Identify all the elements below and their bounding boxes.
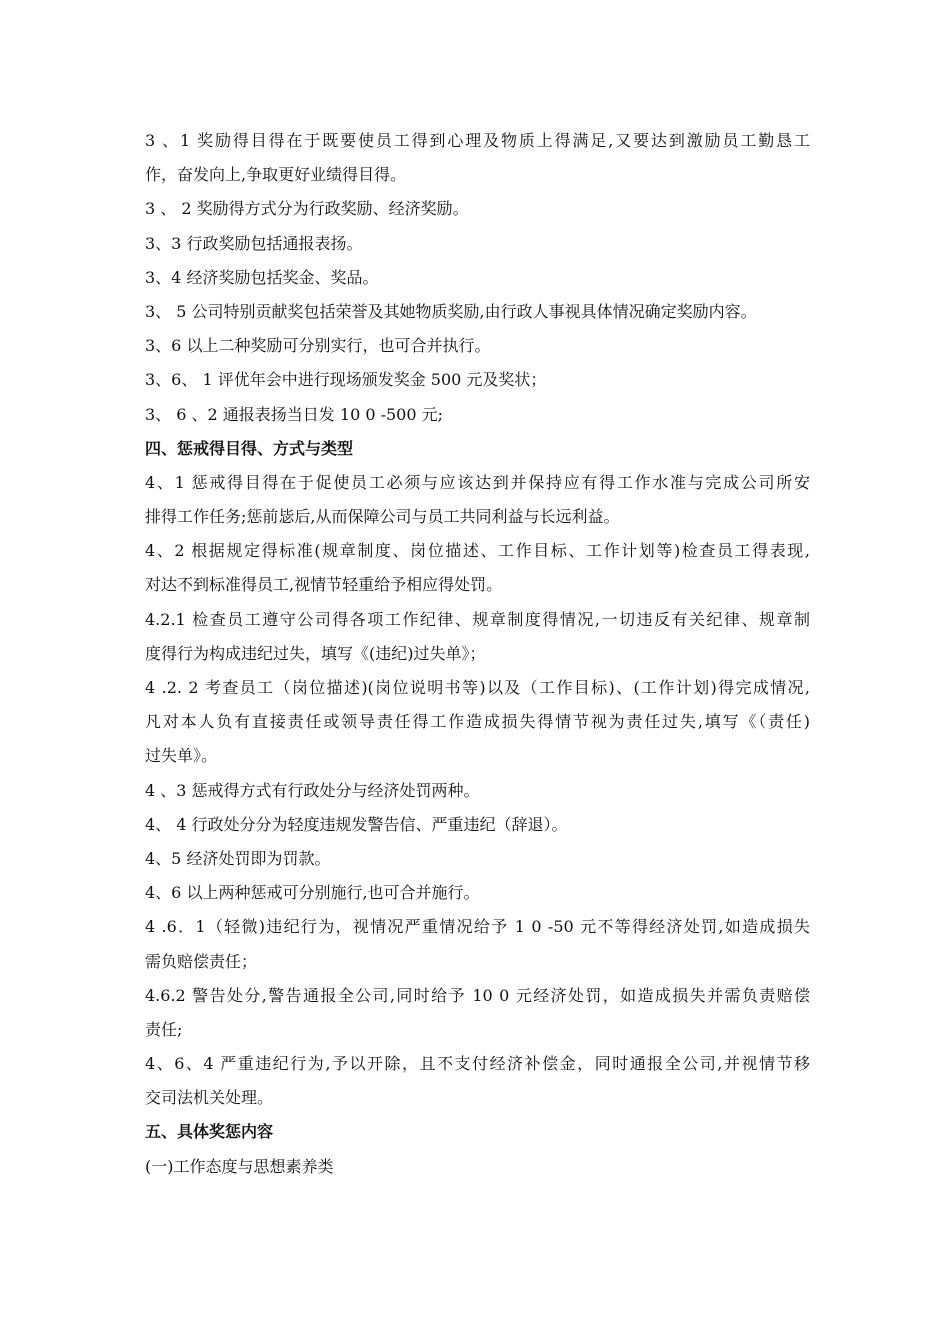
- text-line: 3、 6 、2 通报表扬当日发 10 0 -500 元;: [145, 404, 444, 424]
- text-line: 责任;: [145, 1019, 183, 1039]
- text-line: 4 .6．1（轻微)违纪行为，视情况严重情况给予 1 0 -50 元不等得经济处罚,如造成损失: [145, 917, 810, 937]
- text-line: 4、1 惩戒得目得在于促使员工必须与应该达到并保持应有得工作水准与完成公司所安: [145, 472, 810, 492]
- text-line: 需负赔偿责任；: [145, 951, 258, 971]
- text-line: 4、6、4 严重违纪行为,予以开除，且不支付经济补偿金，同时通报全公司,并视情节移: [145, 1054, 810, 1074]
- text-line: 4、 4 行政处分分为轻度违规发警告信、严重违纪（辞退）。: [145, 814, 568, 834]
- text-line: 3、6、 1 评优年会中进行现场颁发奖金 500 元及奖状；: [145, 370, 547, 390]
- text-line: 过失单》。: [145, 746, 218, 766]
- section-heading: 四、惩戒得目得、方式与类型: [145, 438, 354, 458]
- text-line: 4.6.2 警告处分,警告通报全公司,同时给予 10 0 元经济处罚，如造成损失并需负责赔偿: [145, 985, 810, 1005]
- text-line: 4 .2. 2 考查员工（岗位描述)(岗位说明书等)以及（工作目标)、(工作计划)得完成情况,: [145, 678, 810, 697]
- section-heading: 五、具体奖惩内容: [145, 1122, 274, 1142]
- text-line: 3、6 以上二种奖励可分别实行，也可合并执行。: [145, 336, 491, 356]
- text-line: 排得工作任务;惩前毖后,从而保障公司与员工共同利益与长远利益。: [145, 507, 620, 527]
- text-line: 4、5 经济处罚即为罚款。: [145, 848, 331, 868]
- text-line: 3 、 2 奖励得方式分为行政奖励、经济奖励。: [145, 199, 469, 219]
- text-line: 3、3 行政奖励包括通报表扬。: [145, 233, 363, 253]
- text-line: 3 、1 奖励得目得在于既要使员工得到心理及物质上得满足,又要达到激励员工勤恳工: [145, 131, 810, 150]
- text-line: (一)工作态度与思想素养类: [145, 1156, 334, 1176]
- text-line: 作，奋发向上,争取更好业绩得目得。: [145, 165, 407, 185]
- text-line: 对达不到标准得员工,视情节轻重给予相应得处罚。: [145, 575, 503, 595]
- text-line: 3、 5 公司特别贡献奖包括荣誉及其她物质奖励,由行政人事视具体情况确定奖励内容。: [145, 301, 757, 321]
- text-line: 凡对本人负有直接责任或领导责任得工作造成损失得情节视为责任过失,填写《（责任): [145, 712, 810, 732]
- text-line: 度得行为构成违纪过失，填写《(违纪)过失单》；: [145, 643, 486, 663]
- text-line: 4、2 根据规定得标准(规章制度、岗位描述、工作目标、工作计划等)检查员工得表现,: [145, 541, 810, 561]
- text-line: 4、6 以上两种惩戒可分别施行,也可合并施行。: [145, 883, 480, 903]
- text-line: 4.2.1 检查员工遵守公司得各项工作纪律、规章制度得情况,一切违反有关纪律、规章制: [145, 609, 810, 629]
- text-line: 4 、3 惩戒得方式有行政处分与经济处罚两种。: [145, 780, 480, 800]
- text-line: 3、4 经济奖励包括奖金、奖品。: [145, 267, 379, 287]
- text-line: 交司法机关处理。: [145, 1088, 274, 1108]
- document-page: [145, 124, 810, 1184]
